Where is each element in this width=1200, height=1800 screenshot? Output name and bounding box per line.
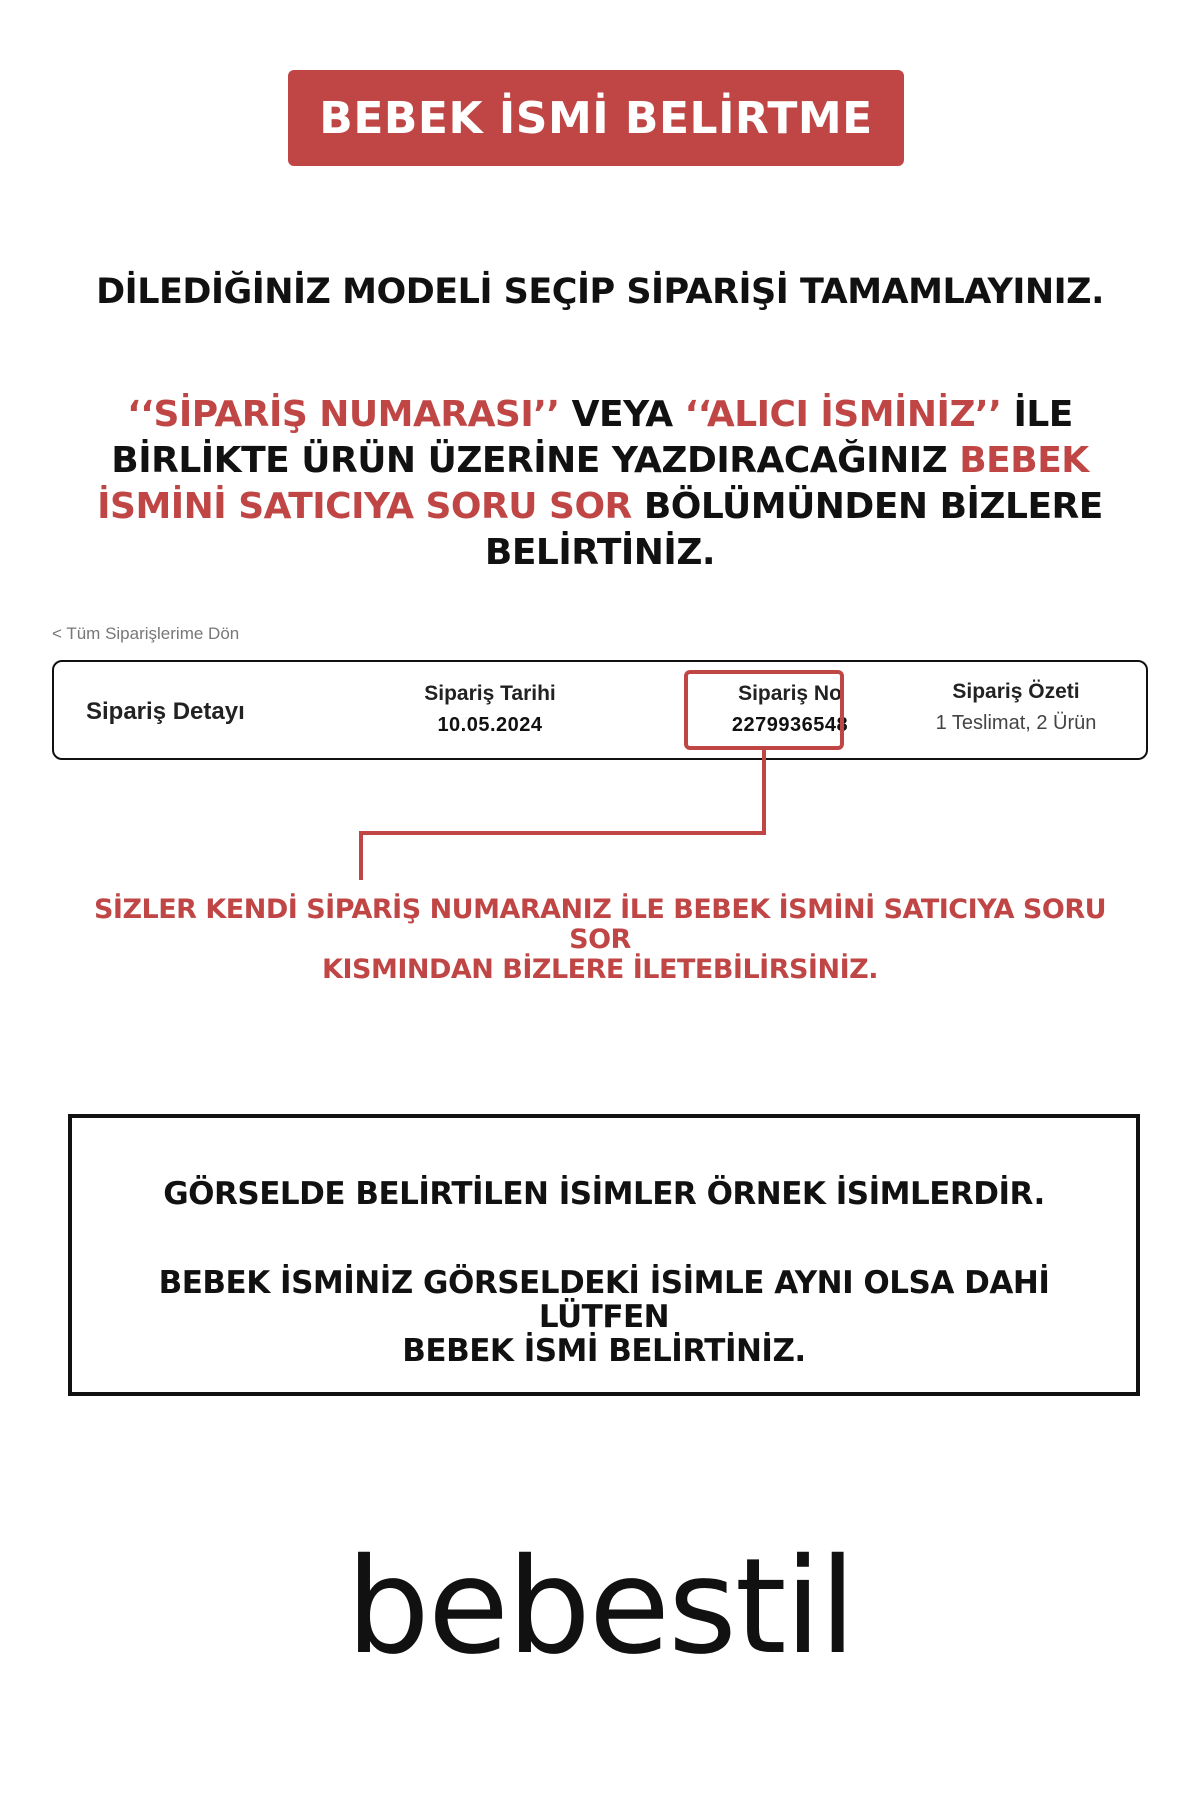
disclaimer-line-1: GÖRSELDE BELİRTİLEN İSİMLER ÖRNEK İSİMLERDİR. <box>163 1176 1045 1212</box>
back-to-orders-link[interactable]: < Tüm Siparişlerime Dön <box>52 624 240 643</box>
order-date-value: 10.05.2024 <box>437 714 543 736</box>
connector-line <box>361 750 764 880</box>
note-line-2: KISMINDAN BİZLERE İLETEBİLİRSİNİZ. <box>322 954 878 985</box>
brand-logo: bebestil <box>346 1530 854 1684</box>
ask-seller-highlight: BEBEK İSMİNİ SATICIYA SORU SOR <box>97 440 1089 527</box>
recipient-name-highlight: ‘‘ALICI İSMİNİZ’’ <box>684 394 1002 435</box>
disclaimer-line-2 <box>92 1266 1116 1368</box>
order-date <box>390 682 590 737</box>
main-text-or: VEYA <box>559 394 685 435</box>
order-date-label: Sipariş Tarihi <box>424 682 556 705</box>
main-instruction <box>60 392 1140 576</box>
main-text-end: BÖLÜMÜNDEN BİZLERE BELİRTİNİZ. <box>484 486 1103 573</box>
note-line-1: SİZLER KENDİ SİPARİŞ NUMARANIZ İLE BEBEK İSMİNİ SATICIYA SORU SOR <box>93 894 1107 955</box>
order-number-note <box>60 895 1140 985</box>
disclaimer-line-2b: BEBEK İSMİ BELİRTİNİZ. <box>402 1333 806 1369</box>
instruction-text: DİLEDİĞİNİZ MODELİ SEÇİP SİPARİŞİ TAMAMLAYINIZ. <box>96 272 1104 312</box>
disclaimer-box <box>68 1114 1140 1396</box>
order-detail-title: Sipariş Detayı <box>86 698 245 725</box>
order-summary-value: 1 Teslimat, 2 Ürün <box>935 712 1097 734</box>
order-number-highlight-box <box>684 670 844 750</box>
banner-title: BEBEK İSMİ BELİRTME <box>319 92 873 144</box>
main-text-middle: İLE BİRLİKTE ÜRÜN ÜZERİNE YAZDIRACAĞINIZ <box>111 394 1073 481</box>
title-banner <box>288 70 904 166</box>
disclaimer-line-2a: BEBEK İSMİNİZ GÖRSELDEKİ İSİMLE AYNI OLSA DAHİ LÜTFEN <box>158 1265 1050 1335</box>
order-summary-label: Sipariş Özeti <box>952 680 1080 703</box>
order-number-highlight: ‘‘SİPARİŞ NUMARASI’’ <box>127 394 560 435</box>
order-summary <box>906 680 1126 735</box>
order-number-label: Sipariş No <box>738 682 842 705</box>
order-number-value: 2279936548 <box>731 714 849 736</box>
order-detail-card <box>52 660 1148 760</box>
